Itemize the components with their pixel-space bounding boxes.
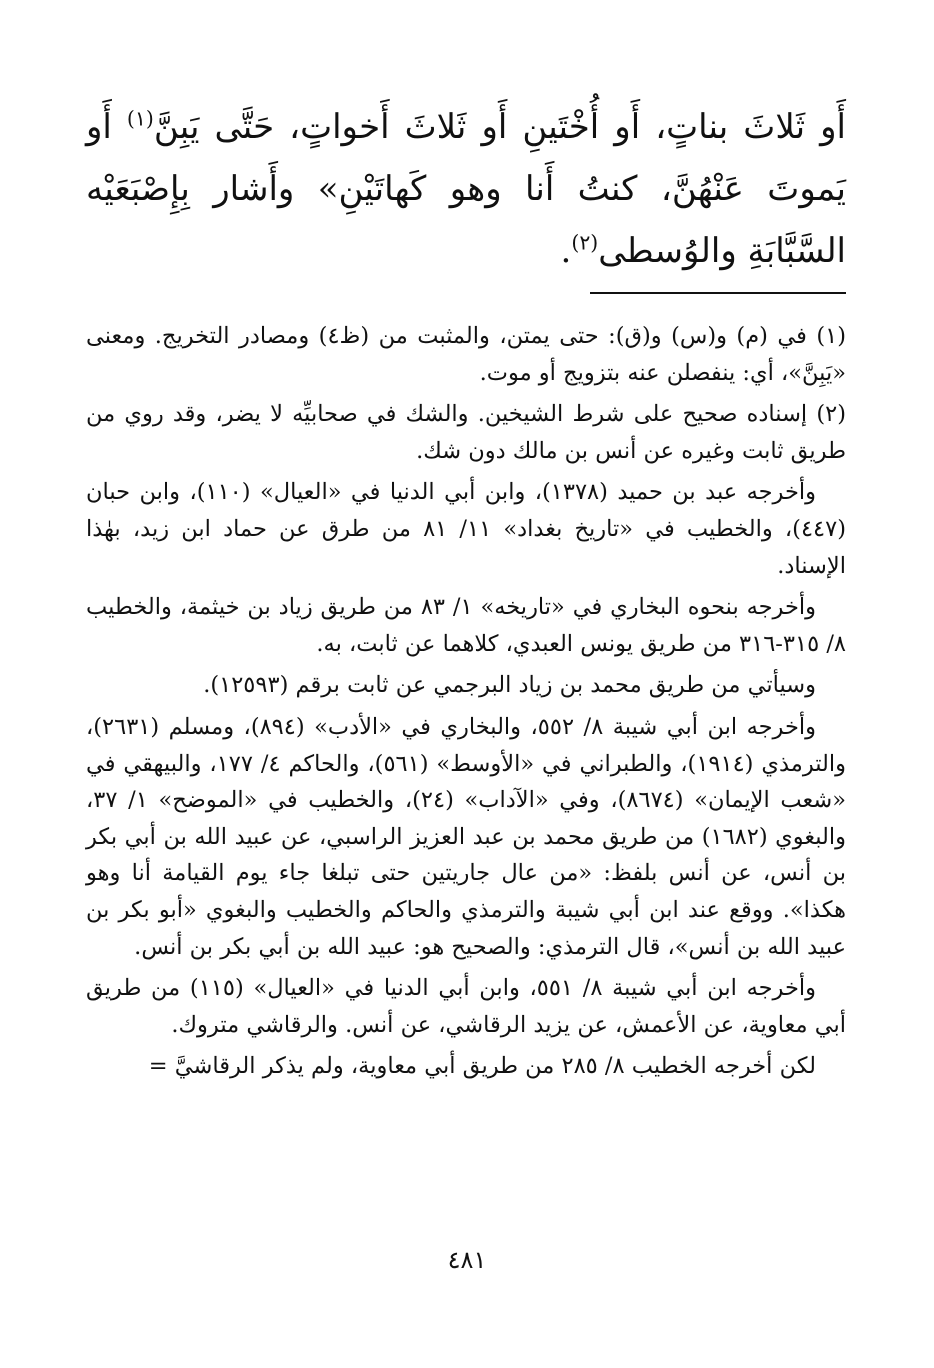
footnote-paragraph-8: لكن أخرجه الخطيب ٨/ ٢٨٥ من طريق أبي معاوية، ولم يذكر الرقاشيَّ = [148,1053,816,1080]
footnote-2: (٢) إسناده صحيح على شرط الشيخين. والشك في صحابيِّه لا يضر، وقد روي من طريق ثابت وغيره عن أنس بن مالك دون شك. [86,401,846,464]
footnote-ref-2: (٢) [571,230,599,255]
footnote-paragraph-4: وأخرجه بنحوه البخاري في «تاريخه» ١/ ٨٣ من طريق زياد بن خيثمة، والخطيب ٨/ ٣١٥-٣١٦ من طريق يونس العبدي، كلاهما عن ثابت، به. [86,594,846,657]
main-text-part-1: أَو ثَلاثَ بناتٍ، أَو أُخْتَينِ أَو ثَلاثَ أَخواتٍ، حَتَّى يَبِنَّ [153,107,846,147]
footnote-paragraph-7: وأخرجه ابن أبي شيبة ٨/ ٥٥١، وابن أبي الدنيا في «العيال» (١١٥) من طريق أبي معاوية، عن الأعمش، عن يزيد الرقاشي، عن أنس. والرقاشي متروك. [86,975,846,1038]
main-text-end: . [560,231,572,271]
footnote-paragraph-6: وأخرجه ابن أبي شيبة ٨/ ٥٥٢، والبخاري في «الأدب» (٨٩٤)، ومسلم (٢٦٣١)، والترمذي (١٩١٤)، والطبراني في «الأوسط» (٥٦١)، والحاكم ٤/ ١٧٧، والبيهقي في «شعب الإيمان» (٨٦٧٤)، وفي «الآداب» (٢٤)، والخطيب في «الموضح» ١/ ٣٧، والبغوي (١٦٨٢) من طريق محمد بن عبد العزيز الراسبي، عن عبيد الله بن أبي بكر بن أنس، عن أنس بلفظ: «من عال جاريتين حتى تبلغا جاء يوم القيامة أنا وهو هكذا». ووقع عند ابن أبي شيبة والترمذي والحاكم والخطيب والبغوي «أبو بكر بن عبيد الله بن أنس»، قال الترمذي: والصحيح هو: عبيد الله بن أبي بكر بن أنس. [86,713,847,960]
page-number: ٤٨١ [447,1246,487,1274]
main-text [86,96,846,282]
footnotes [86,318,846,1090]
footnote-paragraph-3: وأخرجه عبد بن حميد (١٣٧٨)، وابن أبي الدنيا في «العيال» (١١٠)، وابن حبان (٤٤٧)، والخطيب في «تاريخ بغداد» ١١/ ٨١ من طرق عن حماد ابن زيد، بهٰذا الإسناد. [86,479,846,579]
main-text-part-2: أَو يَموتَ عَنْهُنَّ، كنتُ أَنا وهو كَهاتَيْنِ» وأَشار بِإِصْبَعَيْه السَّبَّابَةِ والوُسطى [86,107,846,271]
footnote-separator [590,292,846,294]
footnote-1: (١) في (م) و(س) و(ق): حتى يمتن، والمثبت من (ظ٤) ومصادر التخريج. ومعنى «يَبِنَّ»، أي: ينفصلن عنه بتزويج أو موت. [86,323,847,386]
footnote-paragraph-5: وسيأتي من طريق محمد بن زياد البرجمي عن ثابت برقم (١٢٥٩٣). [203,672,816,699]
footnote-ref-1: (١) [126,106,154,131]
